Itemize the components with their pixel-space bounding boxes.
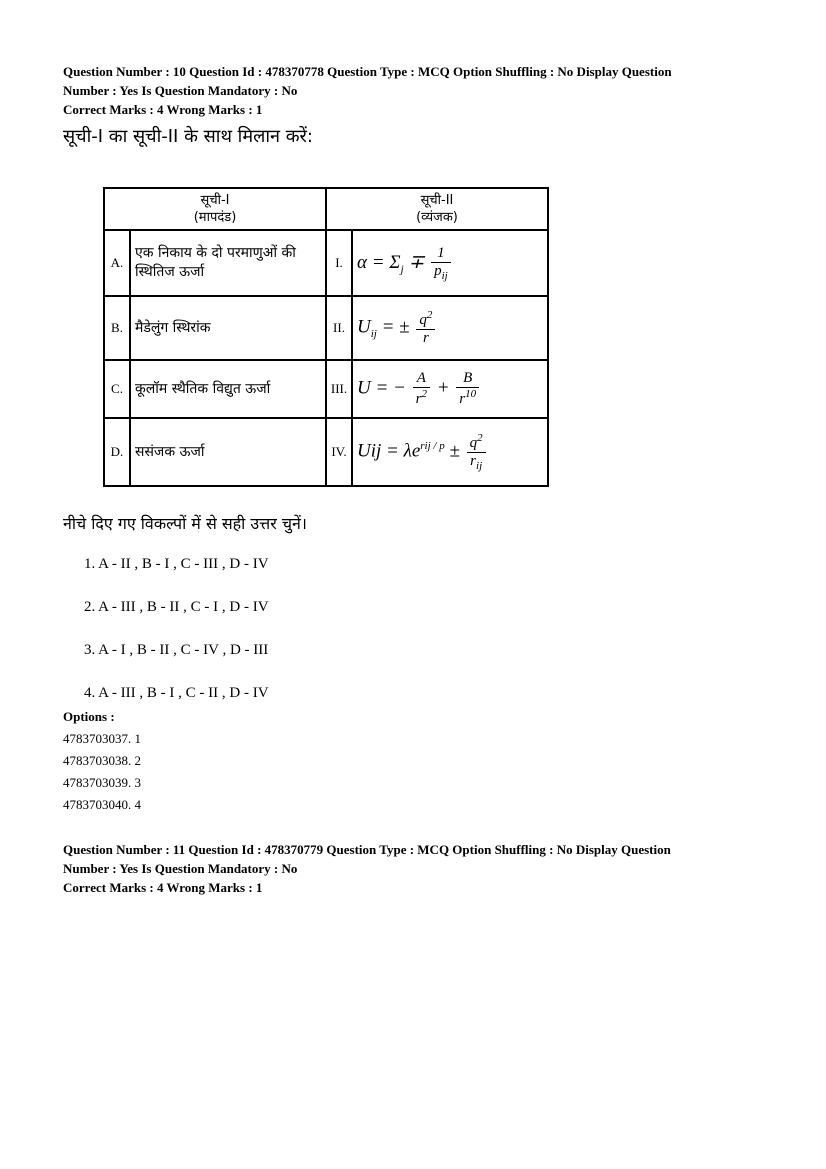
formula-1-den	[431, 263, 451, 282]
formula-2-num-sup: 2	[426, 309, 433, 321]
option-item: 4783703038. 2	[63, 753, 141, 768]
choice-1: 1. A - II , B - I , C - III , D - IV	[84, 556, 269, 572]
formula-4-den-var: r	[470, 453, 477, 469]
formula-2-den: r	[422, 330, 429, 346]
formula-2-op: = ±	[381, 316, 410, 338]
row-roman: II.	[326, 296, 352, 360]
formula-3-fraction-b	[456, 370, 479, 408]
formula-2	[352, 296, 548, 360]
option-item: 4783703037. 1	[63, 731, 141, 746]
row-roman: III.	[326, 360, 352, 418]
table-row	[104, 360, 548, 418]
list2-title: सूची-II	[420, 193, 454, 208]
q11-meta-line1: Question Number : 11 Question Id : 478370779 Question Type : MCQ Option Shuffling : No Display Question	[63, 842, 671, 857]
formula-3-den-b	[456, 388, 479, 408]
formula-1-op: ∓	[408, 251, 425, 273]
q10-meta-line2: Number : Yes Is Question Mandatory : No	[63, 83, 298, 98]
formula-3-den-a	[413, 388, 430, 408]
list2-subtitle: (व्यंजक)	[416, 210, 458, 225]
formula-2-sub: ij	[370, 328, 377, 341]
answer-choices	[84, 552, 269, 724]
formula-1-den-sub: ij	[441, 269, 448, 282]
question-11-meta	[63, 840, 763, 897]
choice-3: 3. A - I , B - II , C - IV , D - III	[84, 642, 269, 658]
list1-subtitle: (मापदंड)	[193, 210, 237, 225]
match-instruction: सूची-I का सूची-II के साथ मिलान करें:	[63, 126, 313, 147]
formula-1-lhs: α = Σ	[357, 251, 401, 273]
formula-4-num-sup: 2	[477, 432, 483, 444]
formula-4	[352, 418, 548, 486]
option-item: 4783703040. 4	[63, 797, 141, 812]
q10-meta-line3: Correct Marks : 4 Wrong Marks : 1	[63, 102, 263, 117]
row-letter: C.	[104, 360, 130, 418]
list1-title: सूची-I	[200, 193, 230, 208]
choose-instruction: नीचे दिए गए विकल्पों में से सही उत्तर चुनें।	[63, 514, 307, 533]
options-list	[63, 706, 141, 816]
formula-3-den-a-sup: 2	[421, 388, 427, 400]
formula-3-fraction-a	[413, 370, 430, 408]
list2-header	[326, 188, 548, 230]
q11-meta-line3: Correct Marks : 4 Wrong Marks : 1	[63, 880, 263, 895]
options-title: Options :	[63, 709, 115, 724]
formula-4-fraction	[467, 432, 486, 472]
formula-1-fraction	[431, 245, 451, 282]
choice-4: 4. A - III , B - I , C - II , D - IV	[84, 685, 269, 701]
formula-4-lhs: Uij = λe	[357, 440, 421, 462]
formula-3-den-a-var: r	[415, 391, 422, 407]
formula-3-op: +	[436, 377, 450, 399]
formula-4-num	[467, 432, 486, 453]
formula-3-num-a: A	[413, 370, 430, 388]
row-letter: B.	[104, 296, 130, 360]
table-row	[104, 418, 548, 486]
formula-4-sup: rij / p	[420, 440, 445, 453]
table-row	[104, 230, 548, 296]
row-text: ससंजक ऊर्जा	[130, 418, 326, 486]
list1-header	[104, 188, 326, 230]
row-text: एक निकाय के दो परमाणुओं की स्थितिज ऊर्जा	[130, 230, 326, 296]
question-10-meta	[63, 62, 763, 119]
row-roman: I.	[326, 230, 352, 296]
row-text: मैडेलुंग स्थिरांक	[130, 296, 326, 360]
row-roman: IV.	[326, 418, 352, 486]
formula-3-den-b-var: r	[459, 391, 466, 407]
formula-3	[352, 360, 548, 418]
table-row	[104, 296, 548, 360]
row-letter: D.	[104, 418, 130, 486]
formula-4-den-sub: ij	[476, 460, 483, 472]
formula-4-op: ±	[449, 440, 460, 462]
formula-2-num	[416, 309, 435, 330]
q11-meta-line2: Number : Yes Is Question Mandatory : No	[63, 861, 298, 876]
q10-meta-line1: Question Number : 10 Question Id : 478370778 Question Type : MCQ Option Shuffling : No Display Question	[63, 64, 672, 79]
formula-2-lhs: U	[357, 316, 371, 338]
formula-4-num-var: q	[469, 435, 478, 451]
formula-3-den-b-sup: 10	[465, 388, 477, 400]
match-table	[103, 187, 549, 487]
row-text: कूलॉम स्थैतिक विद्युत ऊर्जा	[130, 360, 326, 418]
formula-3-num-b: B	[456, 370, 479, 388]
option-item: 4783703039. 3	[63, 775, 141, 790]
formula-4-den	[467, 453, 486, 472]
formula-3-lhs: U = −	[357, 377, 406, 399]
formula-1-num: 1	[431, 245, 451, 263]
formula-2-num-var: q	[419, 312, 427, 328]
formula-2-fraction	[416, 309, 435, 347]
formula-1-den-var: p	[434, 262, 442, 279]
formula-1-sub: j	[400, 263, 404, 276]
formula-1	[352, 230, 548, 296]
row-letter: A.	[104, 230, 130, 296]
choice-2: 2. A - III , B - II , C - I , D - IV	[84, 599, 269, 615]
